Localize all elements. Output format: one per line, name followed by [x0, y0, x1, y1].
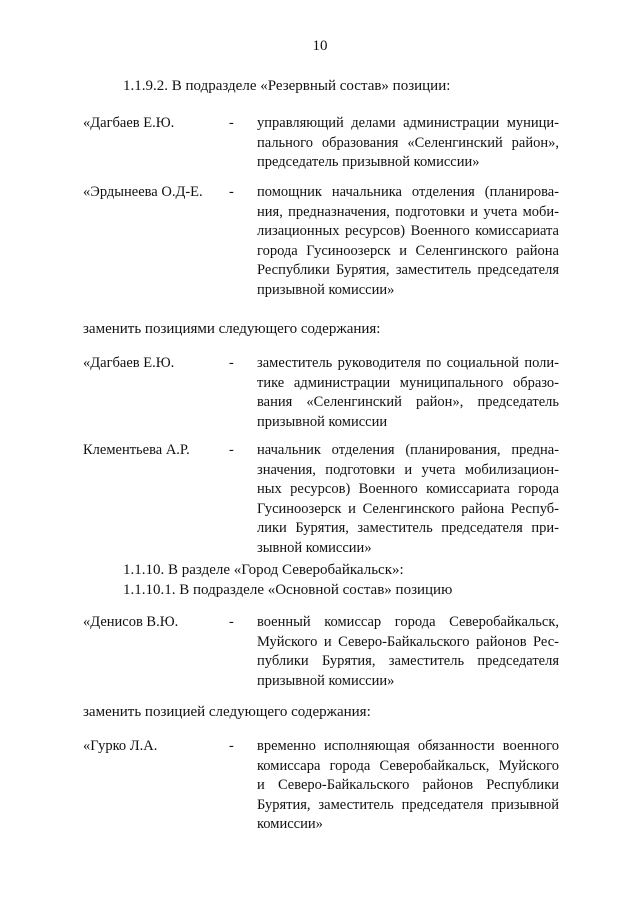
replacement-clause: заменить позицией следующего содержания:: [83, 704, 371, 720]
description-line: комиссара города Северобайкальск, Муйского: [257, 757, 559, 774]
clause-1-1-9-2: 1.1.9.2. В подразделе «Резервный состав» позиции:: [123, 78, 451, 94]
description-line: ния, предназначения, подготовки и учета моби-: [257, 203, 559, 220]
description-line: тике администрации муниципального образо-: [257, 374, 559, 391]
description-line: призывной комиссии»: [257, 281, 395, 298]
dash-separator: -: [229, 115, 234, 131]
description-line: военный комиссар города Северобайкальск,: [257, 614, 559, 630]
description-line: управляющий делами администрации муници-: [257, 115, 559, 131]
person-name: «Дагбаев Е.Ю.: [83, 355, 175, 371]
description-line: лики Бурятия, заместитель председателя при-: [257, 520, 559, 536]
person-name: «Эрдынеева О.Д-Е.: [83, 184, 203, 200]
person-name: Клементьева А.Р.: [83, 442, 190, 458]
description-line: Республики Бурятия, заместитель председателя: [257, 262, 559, 278]
position-description: [257, 354, 559, 432]
description-line: помощник начальника отделения (планирова-: [257, 184, 559, 200]
position-description: [257, 183, 559, 300]
description-line: ных ресурсов) Военного комиссариата города: [257, 481, 559, 497]
position-description: [257, 114, 559, 173]
description-line: Гусиноозерск и Селенгинского района Респуб-: [257, 500, 559, 517]
replacement-clause: заменить позициями следующего содержания:: [83, 321, 381, 337]
description-line: комиссии»: [257, 816, 323, 832]
clause-1-1-10: 1.1.10. В разделе «Город Северобайкальск»:: [123, 562, 404, 578]
description-line: временно исполняющая обязанности военного: [257, 738, 559, 754]
description-line: призывной комиссии: [257, 413, 388, 430]
dash-separator: -: [229, 355, 234, 371]
description-line: зывной комиссии»: [257, 539, 372, 556]
description-line: значения, подготовки и учета мобилизацион-: [257, 461, 559, 478]
description-line: призывной комиссии»: [257, 672, 395, 689]
description-line: председатель призывной комиссии»: [257, 154, 480, 170]
person-name: «Дагбаев Е.Ю.: [83, 115, 175, 131]
dash-separator: -: [229, 184, 234, 200]
position-description: [257, 613, 559, 691]
description-line: и Северо-Байкальского районов Республики: [257, 777, 559, 793]
description-line: пального образования «Селенгинский район»,: [257, 134, 559, 151]
description-line: вания «Селенгинский район», председатель: [257, 394, 559, 410]
description-line: Муйского и Северо-Байкальского районов Рес-: [257, 633, 559, 650]
description-line: заместитель руководителя по социальной поли-: [257, 355, 559, 371]
clause-1-1-10-1: 1.1.10.1. В подразделе «Основной состав» позицию: [123, 582, 453, 598]
description-line: начальник отделения (планирования, предна-: [257, 442, 559, 458]
person-name: «Гурко Л.А.: [83, 738, 158, 754]
dash-separator: -: [229, 738, 234, 754]
dash-separator: -: [229, 442, 234, 458]
position-description: [257, 737, 559, 835]
position-description: [257, 441, 559, 558]
description-line: лизационных ресурсов) Военного комиссариата: [257, 223, 559, 239]
description-line: Бурятия, заместитель председателя призывной: [257, 796, 559, 813]
description-line: города Гусиноозерск и Селенгинского района: [257, 242, 559, 259]
person-name: «Денисов В.Ю.: [83, 614, 179, 630]
page-number: 10: [312, 38, 328, 54]
dash-separator: -: [229, 614, 234, 630]
description-line: публики Бурятия, заместитель председателя: [257, 653, 559, 669]
